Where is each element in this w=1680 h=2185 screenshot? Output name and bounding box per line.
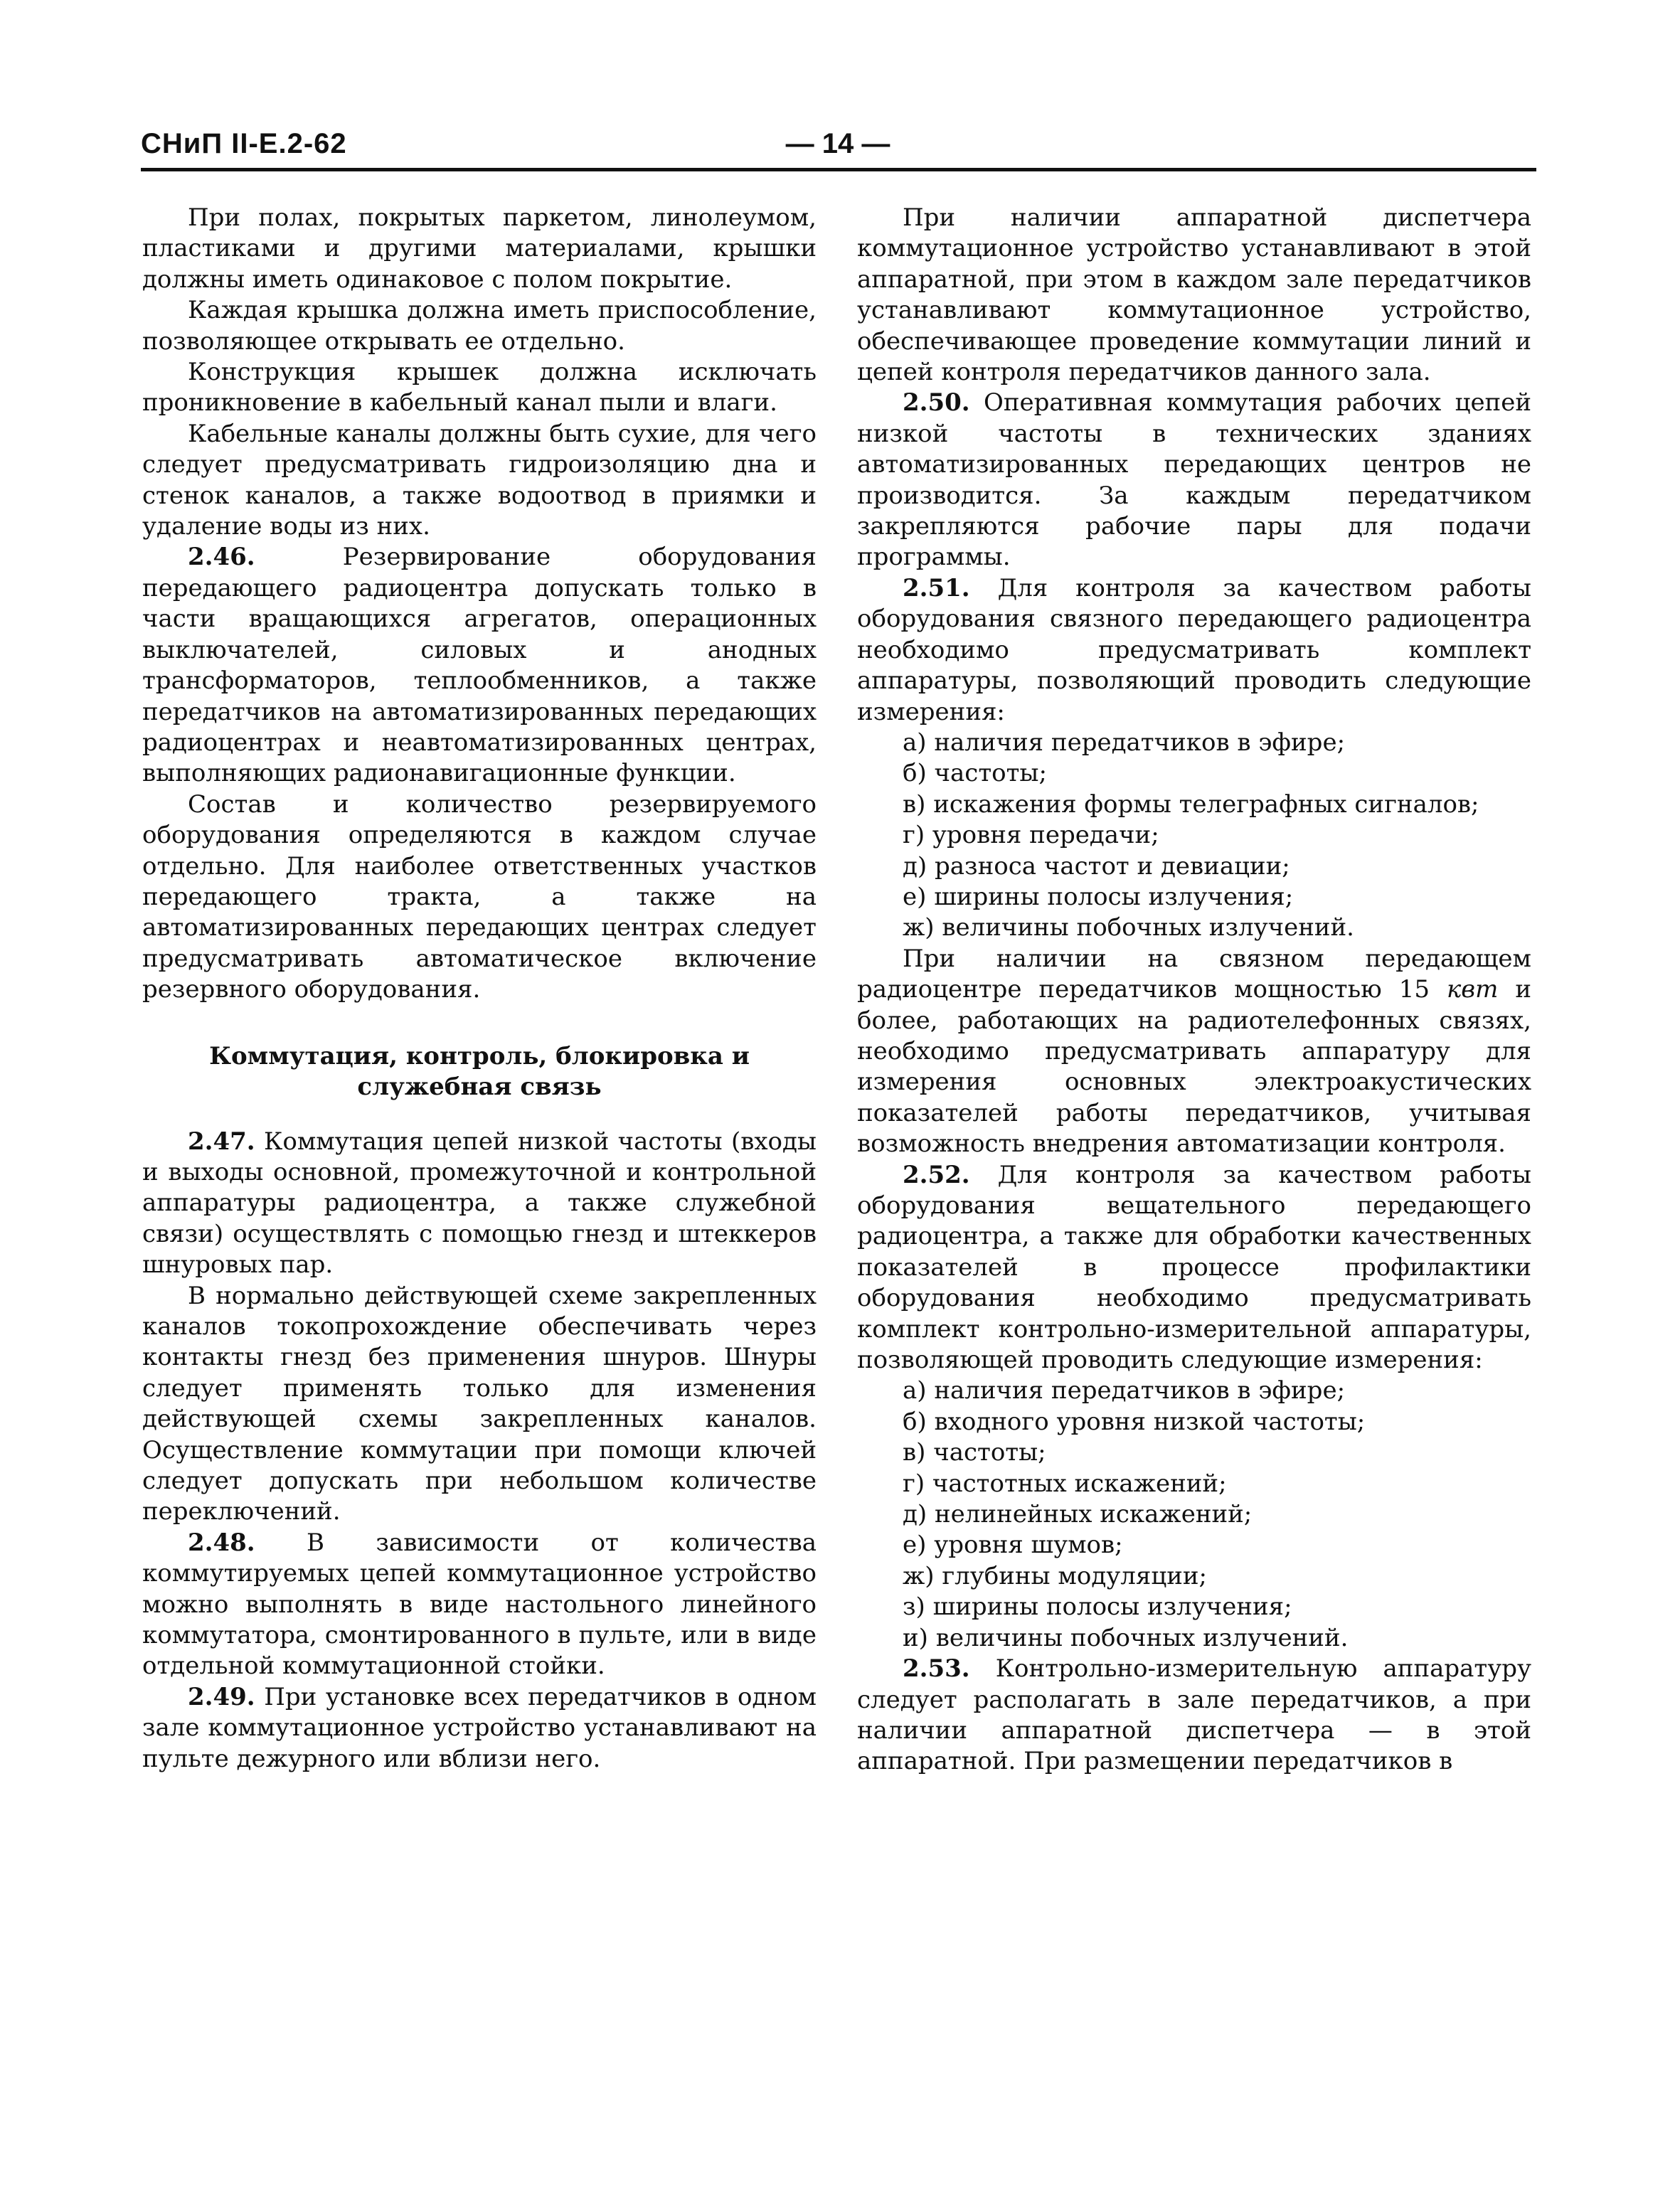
section-2-50 (857, 388, 1531, 573)
paragraph (857, 944, 1531, 1160)
paragraph-text: При наличии на связном передающем радиоцентре передатчиков мощностью 15 (857, 944, 1531, 1004)
list-item: д) разноса частот и девиации; (903, 851, 1290, 881)
section-number: 2.52. (903, 1160, 970, 1189)
right-column (857, 203, 1531, 1777)
section-2-46 (142, 542, 817, 789)
paragraph: В нормально действующей схеме закрепленных каналов токопрохождение обеспечивать через контакты гнезд без применения шнуров. Шнуры следует применять только для изменения действующей схемы закрепленных каналов. Осуществление коммутации при помощи ключей следует допускать при небольшом количестве переключений. (142, 1281, 817, 1526)
list-item: а) наличия передатчиков в эфире; (903, 728, 1346, 757)
left-column (142, 203, 817, 1775)
paragraph: При полах, покрытых паркетом, линолеумом, пластиками и другими материалами, крышки должны иметь одинаковое с полом покрытие. (142, 203, 817, 294)
list-item: ж) величины побочных излучений. (903, 913, 1354, 942)
paragraph-text: и более, работающих на радиотелефонных связях, необходимо предусматривать аппаратуру для измерения основных электроакустических показателей работы передатчиков, учитывая возможность внедрения автоматизации контроля. (857, 975, 1532, 1159)
section-text: Коммутация цепей низкой частоты (входы и выходы основной, промежуточной и контрольной аппаратуры радиоцентра, а также служебной связи) осуществлять с помощью гнезд и штеккеров шнуровых пар. (142, 1127, 817, 1280)
section-text: При установке всех передатчиков в одном зале коммутационное устройство устанавливают на пульте дежурного или вблизи него. (142, 1682, 817, 1773)
section-number: 2.47. (188, 1127, 255, 1156)
section-number: 2.50. (903, 388, 970, 418)
list-item: з) ширины полосы излучения; (903, 1593, 1292, 1622)
paragraph: Конструкция крышек должна исключать проникновение в кабельный канал пыли и влаги. (142, 358, 817, 418)
page-number: — 14 — (785, 128, 890, 159)
section-2-49 (142, 1682, 817, 1775)
section-number: 2.51. (903, 573, 970, 602)
section-2-48 (142, 1528, 817, 1682)
section-number: 2.53. (903, 1654, 970, 1684)
section-text: Резервирование оборудования передающего радиоцентра допускать только в части вращающихся агрегатов, операционных выключателей, силовых и анодных трансформаторов, теплообменников, а также передатчиков на автоматизированных передающих радиоцентрах и неавтоматизированных центрах, выполняющих радионавигационные функции. (142, 543, 817, 788)
list-item: в) частоты; (903, 1438, 1046, 1467)
section-text: В зависимости от количества коммутируемых цепей коммутационное устройство можно выполнять в виде настольного линейного коммутатора, смонтированного в пульте, или в виде отдельной коммутационной стойки. (142, 1528, 817, 1681)
list-item: ж) глубины модуляции; (903, 1561, 1207, 1590)
heading-line-1: Коммутация, контроль, блокировка и (209, 1041, 750, 1070)
section-2-51 (857, 573, 1531, 728)
paragraph: Состав и количество резервируемого оборудования определяются в каждом случае отдельно. Для наиболее ответственных участков передающего тракта, а также на автоматизированных передающих центрах следует предусматривать автоматическое включение резервного оборудования. (142, 790, 817, 1004)
section-number: 2.49. (188, 1682, 255, 1711)
section-2-47 (142, 1127, 817, 1281)
list-item: г) частотных искажений; (903, 1469, 1227, 1498)
list-item: в) искажения формы телеграфных сигналов; (903, 790, 1479, 819)
section-text: Контрольно-измерительную аппаратуру следует располагать в зале передатчиков, а при наличии аппаратной диспетчера — в этой аппаратной. При размещении передатчиков в (857, 1654, 1532, 1776)
paragraph: Кабельные каналы должны быть сухие, для чего следует предусматривать гидроизоляцию дна и стенок каналов, а также водоотвод в приямки и удаление воды из них. (142, 419, 817, 541)
heading-line-2: служебная связь (357, 1072, 602, 1101)
list-item: а) наличия передатчиков в эфире; (903, 1376, 1346, 1405)
section-text: Для контроля за качеством работы оборудования вещательного передающего радиоцентра, а также для обработки качественных показателей в процессе профилактики оборудования необходимо предусматривать комплект контрольно-измерительной аппаратуры, позволяющей проводить следующие измерения: (857, 1160, 1531, 1375)
section-number: 2.46. (188, 543, 255, 572)
list-item: и) величины побочных излучений. (903, 1623, 1349, 1652)
list-item: е) уровня шумов; (903, 1531, 1123, 1560)
header-rule (141, 168, 1536, 171)
list-item: д) нелинейных искажений; (903, 1500, 1253, 1529)
section-2-52 (857, 1160, 1531, 1376)
section-2-53 (857, 1654, 1531, 1777)
section-text: Для контроля за качеством работы оборудования связного передающего радиоцентра необходимо предусматривать комплект аппаратуры, позволяющий проводить следующие измерения: (857, 573, 1531, 726)
paragraph: Каждая крышка должна иметь приспособление, позволяющее открывать ее отдельно. (142, 296, 817, 356)
list-item: б) входного уровня низкой частоты; (903, 1407, 1366, 1436)
section-heading (142, 1041, 817, 1102)
paragraph: При наличии аппаратной диспетчера коммутационное устройство устанавливают в этой аппаратной, при этом в каждом зале передатчиков устанавливают коммутационное устройство, обеспечивающее проведение коммутации линий и цепей контроля передатчиков данного зала. (857, 203, 1531, 387)
unit-text: квт (1447, 975, 1499, 1004)
document-code: СНиП II-Е.2-62 (141, 128, 347, 159)
list-item: е) ширины полосы излучения; (903, 882, 1294, 911)
list-item: б) частоты; (903, 759, 1047, 788)
section-number: 2.48. (188, 1528, 255, 1557)
page-header (141, 122, 1535, 165)
list-item: г) уровня передачи; (903, 821, 1159, 850)
section-text: Оперативная коммутация рабочих цепей низкой частоты в технических зданиях автоматизированных передающих центров не производится. За каждым передатчиком закрепляются рабочие пары для подачи программы. (857, 388, 1532, 572)
